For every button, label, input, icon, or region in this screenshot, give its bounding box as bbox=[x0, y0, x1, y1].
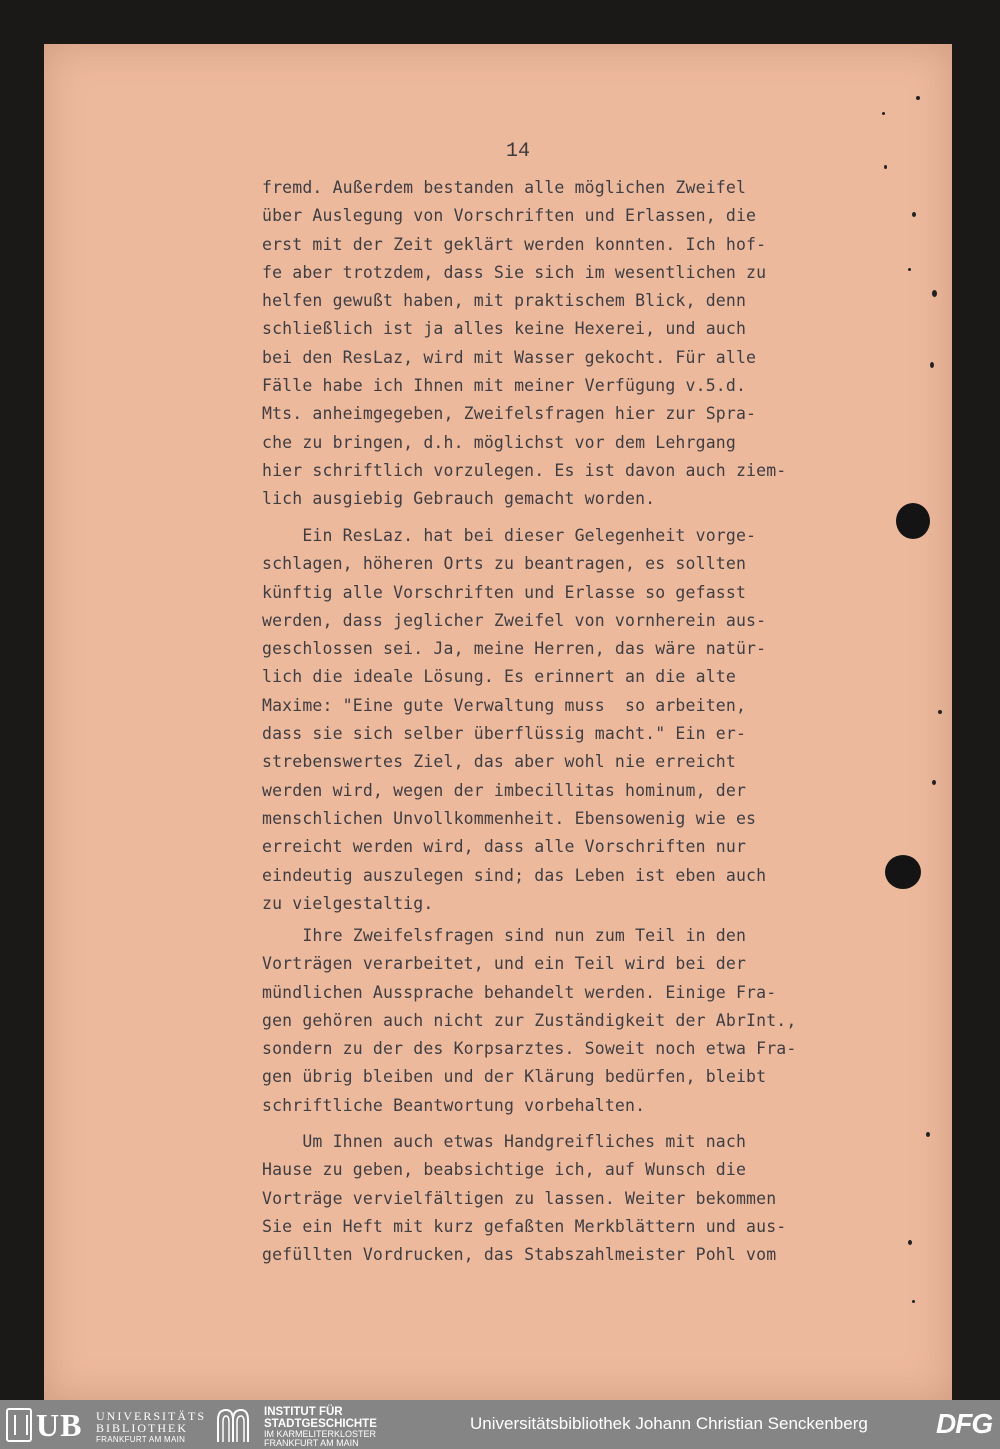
text-line: Vorträgen verarbeitet, und ein Teil wird bei der bbox=[262, 954, 747, 974]
margin-speck bbox=[882, 112, 885, 115]
text-line: menschlichen Unvollkommenheit. Ebensowenig wie es bbox=[262, 808, 757, 828]
isg-line-4: FRANKFURT AM MAIN bbox=[264, 1438, 359, 1448]
margin-speck bbox=[912, 1300, 915, 1303]
paragraph-3 bbox=[262, 922, 862, 1120]
ub-logo-mark: UB bbox=[36, 1407, 83, 1443]
margin-speck bbox=[926, 1132, 930, 1137]
text-line: künftig alle Vorschriften und Erlasse so gefasst bbox=[262, 582, 747, 602]
margin-speck bbox=[932, 290, 937, 297]
text-line: bei den ResLaz, wird mit Wasser gekocht. Für alle bbox=[262, 347, 757, 367]
text-line: gefüllten Vordrucken, das Stabszahlmeister Pohl vom bbox=[262, 1245, 777, 1265]
text-line: Hause zu geben, beabsichtige ich, auf Wunsch die bbox=[262, 1160, 747, 1180]
text-line: Maxime: "Eine gute Verwaltung muss so arbeiten, bbox=[262, 695, 747, 715]
text-line: lich die ideale Lösung. Es erinnert an die alte bbox=[262, 667, 736, 687]
paragraph-4 bbox=[262, 1128, 862, 1269]
text-line: dass sie sich selber überflüssig macht." Ein er- bbox=[262, 724, 747, 744]
text-line: werden, dass jeglicher Zweifel von vornherein aus- bbox=[262, 610, 767, 630]
library-credit: Universitätsbibliothek Johann Christian Senckenberg bbox=[470, 1414, 868, 1433]
text-line: erst mit der Zeit geklärt werden konnten. Ich hof- bbox=[262, 234, 767, 254]
text-line: geschlossen sei. Ja, meine Herren, das wäre natür- bbox=[262, 639, 767, 659]
ub-line-1: UNIVERSITÄTS bbox=[96, 1409, 206, 1423]
isg-line-2: STADTGESCHICHTE bbox=[264, 1418, 377, 1430]
text-line: Sie ein Heft mit kurz gefaßten Merkblättern und aus- bbox=[262, 1216, 787, 1236]
text-line: gen gehören auch nicht zur Zuständigkeit der AbrInt., bbox=[262, 1010, 797, 1030]
text-line: erreicht werden wird, dass alle Vorschriften nur bbox=[262, 837, 747, 857]
text-line: Um Ihnen auch etwas Handgreifliches mit nach bbox=[262, 1132, 747, 1151]
text-line: fremd. Außerdem bestanden alle möglichen Zweifel bbox=[262, 178, 747, 197]
text-line: schriftliche Beantwortung vorbehalten. bbox=[262, 1095, 646, 1115]
margin-speck bbox=[912, 212, 916, 217]
punch-hole-upper bbox=[896, 503, 930, 539]
text-line: schlagen, höheren Orts zu beantragen, es sollten bbox=[262, 554, 747, 574]
text-line: über Auslegung von Vorschriften und Erlassen, die bbox=[262, 206, 757, 226]
punch-hole-lower bbox=[885, 855, 921, 889]
ub-logo-text bbox=[96, 1410, 206, 1446]
margin-speck bbox=[908, 268, 911, 271]
text-line: Vorträge vervielfältigen zu lassen. Weiter bekommen bbox=[262, 1188, 777, 1208]
margin-speck bbox=[884, 165, 887, 169]
dfg-logo: DFG bbox=[936, 1408, 993, 1439]
margin-speck bbox=[930, 362, 934, 368]
viewer-footer bbox=[0, 1400, 1000, 1449]
paragraph-1 bbox=[262, 174, 862, 514]
page-number: 14 bbox=[506, 140, 531, 163]
text-line: Fälle habe ich Ihnen mit meiner Verfügung v.5.d. bbox=[262, 376, 747, 396]
text-line: zu vielgestaltig. bbox=[262, 893, 434, 913]
text-line: eindeutig auszulegen sind; das Leben ist eben auch bbox=[262, 865, 767, 885]
text-line: Mts. anheimgegeben, Zweifelsfragen hier zur Spra- bbox=[262, 404, 757, 424]
margin-speck bbox=[938, 710, 942, 714]
text-line: fe aber trotzdem, dass Sie sich im wesentlichen zu bbox=[262, 262, 767, 282]
ub-line-2: BIBLIOTHEK bbox=[96, 1421, 188, 1435]
ub-line-3: FRANKFURT AM MAIN bbox=[96, 1435, 186, 1444]
text-line: Ihre Zweifelsfragen sind nun zum Teil in den bbox=[262, 926, 747, 945]
text-line: Ein ResLaz. hat bei dieser Gelegenheit vorge- bbox=[262, 526, 757, 545]
text-line: gen übrig bleiben und der Klärung bedürfen, bleibt bbox=[262, 1067, 767, 1087]
isg-emblem-icon bbox=[214, 1406, 252, 1444]
text-line: helfen gewußt haben, mit praktischem Blick, denn bbox=[262, 291, 747, 311]
ub-emblem-icon bbox=[6, 1408, 32, 1442]
margin-speck bbox=[908, 1240, 912, 1245]
text-line: mündlichen Aussprache behandelt werden. Einige Fra- bbox=[262, 982, 777, 1002]
text-line: hier schriftlich vorzulegen. Es ist davon auch ziem- bbox=[262, 460, 787, 480]
isg-logo-text bbox=[264, 1406, 377, 1448]
paragraph-2 bbox=[262, 522, 862, 918]
text-line: schließlich ist ja alles keine Hexerei, und auch bbox=[262, 319, 747, 339]
isg-line-3: IM KARMELITERKLOSTER bbox=[264, 1429, 377, 1439]
text-line: werden wird, wegen der imbecillitas hominum, der bbox=[262, 780, 747, 800]
text-line: lich ausgiebig Gebrauch gemacht worden. bbox=[262, 489, 656, 509]
margin-speck bbox=[916, 96, 920, 100]
text-line: strebenswertes Ziel, das aber wohl nie erreicht bbox=[262, 752, 736, 772]
text-line: sondern zu der des Korpsarztes. Soweit noch etwa Fra- bbox=[262, 1039, 797, 1059]
isg-line-1: INSTITUT FÜR bbox=[264, 1406, 343, 1418]
margin-speck bbox=[932, 780, 936, 785]
text-line: che zu bringen, d.h. möglichst vor dem Lehrgang bbox=[262, 432, 736, 452]
